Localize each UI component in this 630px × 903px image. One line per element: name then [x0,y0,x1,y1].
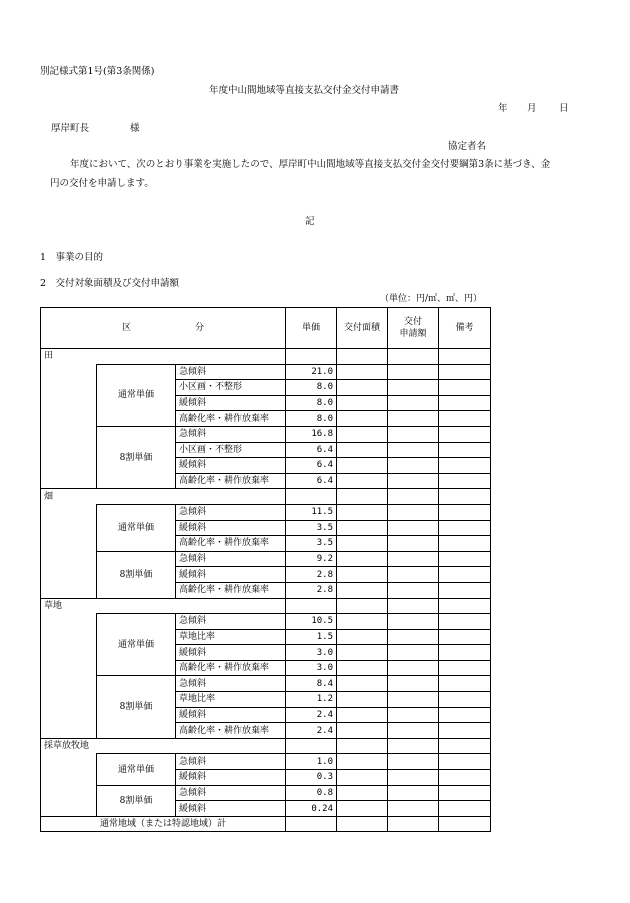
category-price [286,489,337,505]
item-label: 緩傾斜 [176,395,286,411]
amount-cell [388,676,439,692]
table-row [41,676,491,692]
amount-cell [388,692,439,708]
item-label: 草地比率 [176,629,286,645]
amount-cell [388,785,439,801]
remarks-cell [439,426,491,442]
remarks-cell [439,723,491,739]
area-cell [337,380,388,396]
area-cell [337,614,388,630]
unit-price: 2.4 [286,723,337,739]
remarks-cell [439,676,491,692]
subsidy-table [40,307,491,832]
category-label: 採草放牧地 [41,738,286,754]
item-label: 急傾斜 [176,364,286,380]
item-label: 小区画・不整形 [176,380,286,396]
date-day: 日 [559,103,569,114]
category-label: 畑 [41,489,286,505]
price-group-label: 8割単価 [97,785,176,816]
category-price [286,598,337,614]
header-remarks: 備考 [439,308,491,349]
category-row [41,489,491,505]
unit-price: 2.8 [286,582,337,598]
unit-price: 3.0 [286,645,337,661]
category-spacer [41,614,97,676]
item-label: 急傾斜 [176,551,286,567]
area-cell [337,442,388,458]
item-label: 急傾斜 [176,614,286,630]
header-amount-line1: 交付 [404,317,423,327]
area-cell [337,723,388,739]
item-label: 緩傾斜 [176,567,286,583]
category-spacer [41,676,97,738]
unit-price: 6.4 [286,458,337,474]
price-group-label: 8割単価 [97,426,176,488]
category-amount [388,489,439,505]
unit-price: 6.4 [286,442,337,458]
table-row [41,426,491,442]
category-row [41,349,491,365]
item-label: 緩傾斜 [176,458,286,474]
category-spacer [41,754,97,785]
amount-cell [388,582,439,598]
item-label: 小区画・不整形 [176,442,286,458]
remarks-cell [439,458,491,474]
item-label: 緩傾斜 [176,770,286,786]
area-cell [337,582,388,598]
remarks-cell [439,364,491,380]
category-remarks [439,489,491,505]
area-cell [337,395,388,411]
area-cell [337,692,388,708]
table-row [41,504,491,520]
amount-cell [388,551,439,567]
area-cell [337,707,388,723]
item-label: 急傾斜 [176,504,286,520]
header-area: 交付面積 [337,308,388,349]
table-row [41,785,491,801]
category-spacer [41,551,97,598]
unit-price: 11.5 [286,504,337,520]
category-label: 田 [41,349,286,365]
total-amount [388,816,439,832]
remarks-cell [439,801,491,817]
item-label: 急傾斜 [176,785,286,801]
item-label: 高齢化率・耕作放棄率 [176,536,286,552]
unit-price: 10.5 [286,614,337,630]
category-area [337,598,388,614]
unit-price: 8.0 [286,411,337,427]
category-row [41,738,491,754]
amount-cell [388,629,439,645]
item-label: 急傾斜 [176,754,286,770]
unit-price: 16.8 [286,426,337,442]
remarks-cell [439,504,491,520]
amount-cell [388,536,439,552]
addressee-honorific: 様 [130,123,140,134]
addressee-name: 厚岸町長 [51,123,90,134]
remarks-cell [439,785,491,801]
area-cell [337,364,388,380]
amount-cell [388,645,439,661]
remarks-cell [439,567,491,583]
area-cell [337,567,388,583]
amount-cell [388,520,439,536]
amount-cell [388,707,439,723]
total-price [286,816,337,832]
area-cell [337,520,388,536]
category-row [41,598,491,614]
category-amount [388,598,439,614]
table-row [41,754,491,770]
unit-price: 2.4 [286,707,337,723]
category-area [337,489,388,505]
table-row [41,614,491,630]
header-amount [388,308,439,349]
category-spacer [41,364,97,426]
area-cell [337,754,388,770]
category-label: 草地 [41,598,286,614]
unit-price: 3.5 [286,536,337,552]
unit-price: 0.24 [286,801,337,817]
remarks-cell [439,692,491,708]
item-label: 草地比率 [176,692,286,708]
unit-price: 1.2 [286,692,337,708]
unit-price: 21.0 [286,364,337,380]
category-remarks [439,349,491,365]
unit-price: 8.0 [286,395,337,411]
area-cell [337,801,388,817]
unit-price: 3.5 [286,520,337,536]
total-label: 通常地域（または特認地域）計 [41,816,286,832]
remarks-cell [439,645,491,661]
remarks-cell [439,707,491,723]
amount-cell [388,426,439,442]
area-cell [337,473,388,489]
section-2-heading: 2 交付対象面積及び交付申請額 [40,278,180,289]
remarks-cell [439,551,491,567]
category-spacer [41,785,97,816]
area-cell [337,785,388,801]
price-group-label: 通常単価 [97,504,176,551]
item-label: 緩傾斜 [176,707,286,723]
header-amount-line2: 申請額 [399,329,427,339]
section-1-heading: 1 事業の目的 [40,252,104,263]
unit-price: 9.2 [286,551,337,567]
category-amount [388,738,439,754]
category-remarks [439,738,491,754]
unit-price: 8.4 [286,676,337,692]
price-group-label: 通常単価 [97,364,176,426]
amount-cell [388,473,439,489]
remarks-cell [439,473,491,489]
amount-cell [388,380,439,396]
item-label: 高齢化率・耕作放棄率 [176,582,286,598]
category-spacer [41,504,97,551]
amount-cell [388,411,439,427]
area-cell [337,770,388,786]
remarks-cell [439,660,491,676]
table-row [41,364,491,380]
header-price: 単価 [286,308,337,349]
amount-cell [388,458,439,474]
category-spacer [41,426,97,488]
unit-price: 2.8 [286,567,337,583]
amount-cell [388,660,439,676]
item-label: 高齢化率・耕作放棄率 [176,660,286,676]
item-label: 緩傾斜 [176,645,286,661]
price-group-label: 通常単価 [97,614,176,676]
area-cell [337,660,388,676]
remarks-cell [439,442,491,458]
price-group-label: 8割単価 [97,676,176,738]
category-remarks [439,598,491,614]
amount-cell [388,770,439,786]
category-area [337,738,388,754]
unit-price: 8.0 [286,380,337,396]
amount-cell [388,801,439,817]
form-number: 別記様式第1号(第3条関係) [40,66,155,77]
item-label: 高齢化率・耕作放棄率 [176,723,286,739]
unit-price: 3.0 [286,660,337,676]
amount-cell [388,723,439,739]
body-line-1: 年度において、次のとおり事業を実施したので、厚岸町中山間地域等直接支払交付金交付要綱第3条に基づき、金 [70,159,551,170]
body-line-2: 円の交付を申請します。 [50,178,154,189]
category-price [286,738,337,754]
unit-price: 0.8 [286,785,337,801]
amount-cell [388,395,439,411]
remarks-cell [439,754,491,770]
date-year: 年 [498,103,508,114]
remarks-cell [439,536,491,552]
remarks-cell [439,380,491,396]
item-label: 急傾斜 [176,426,286,442]
header-bun-char: 分 [195,323,205,333]
total-area [337,816,388,832]
remarks-cell [439,770,491,786]
area-cell [337,536,388,552]
category-area [337,349,388,365]
price-group-label: 通常単価 [97,754,176,785]
amount-cell [388,504,439,520]
unit-note: （単位：円/㎡、㎡、円） [380,294,483,304]
header-kubun [41,308,286,349]
table-row [41,551,491,567]
header-kubun-char: 区 [121,323,131,333]
category-amount [388,349,439,365]
price-group-label: 8割単価 [97,551,176,598]
ki-heading: 記 [305,216,315,227]
item-label: 高齢化率・耕作放棄率 [176,473,286,489]
amount-cell [388,364,439,380]
applicant-label: 協定者名 [448,141,487,152]
item-label: 緩傾斜 [176,801,286,817]
remarks-cell [439,520,491,536]
item-label: 緩傾斜 [176,520,286,536]
remarks-cell [439,629,491,645]
area-cell [337,676,388,692]
item-label: 高齢化率・耕作放棄率 [176,411,286,427]
area-cell [337,504,388,520]
date-month: 月 [527,103,537,114]
unit-price: 1.0 [286,754,337,770]
unit-price: 1.5 [286,629,337,645]
area-cell [337,645,388,661]
area-cell [337,551,388,567]
amount-cell [388,442,439,458]
remarks-cell [439,614,491,630]
area-cell [337,629,388,645]
amount-cell [388,567,439,583]
remarks-cell [439,395,491,411]
remarks-cell [439,582,491,598]
total-remarks [439,816,491,832]
remarks-cell [439,411,491,427]
amount-cell [388,754,439,770]
unit-price: 6.4 [286,473,337,489]
category-price [286,349,337,365]
unit-price: 0.3 [286,770,337,786]
area-cell [337,426,388,442]
total-row [41,816,491,832]
area-cell [337,411,388,427]
document-title: 年度中山間地域等直接支払交付金交付申請書 [209,85,400,96]
item-label: 急傾斜 [176,676,286,692]
area-cell [337,458,388,474]
amount-cell [388,614,439,630]
